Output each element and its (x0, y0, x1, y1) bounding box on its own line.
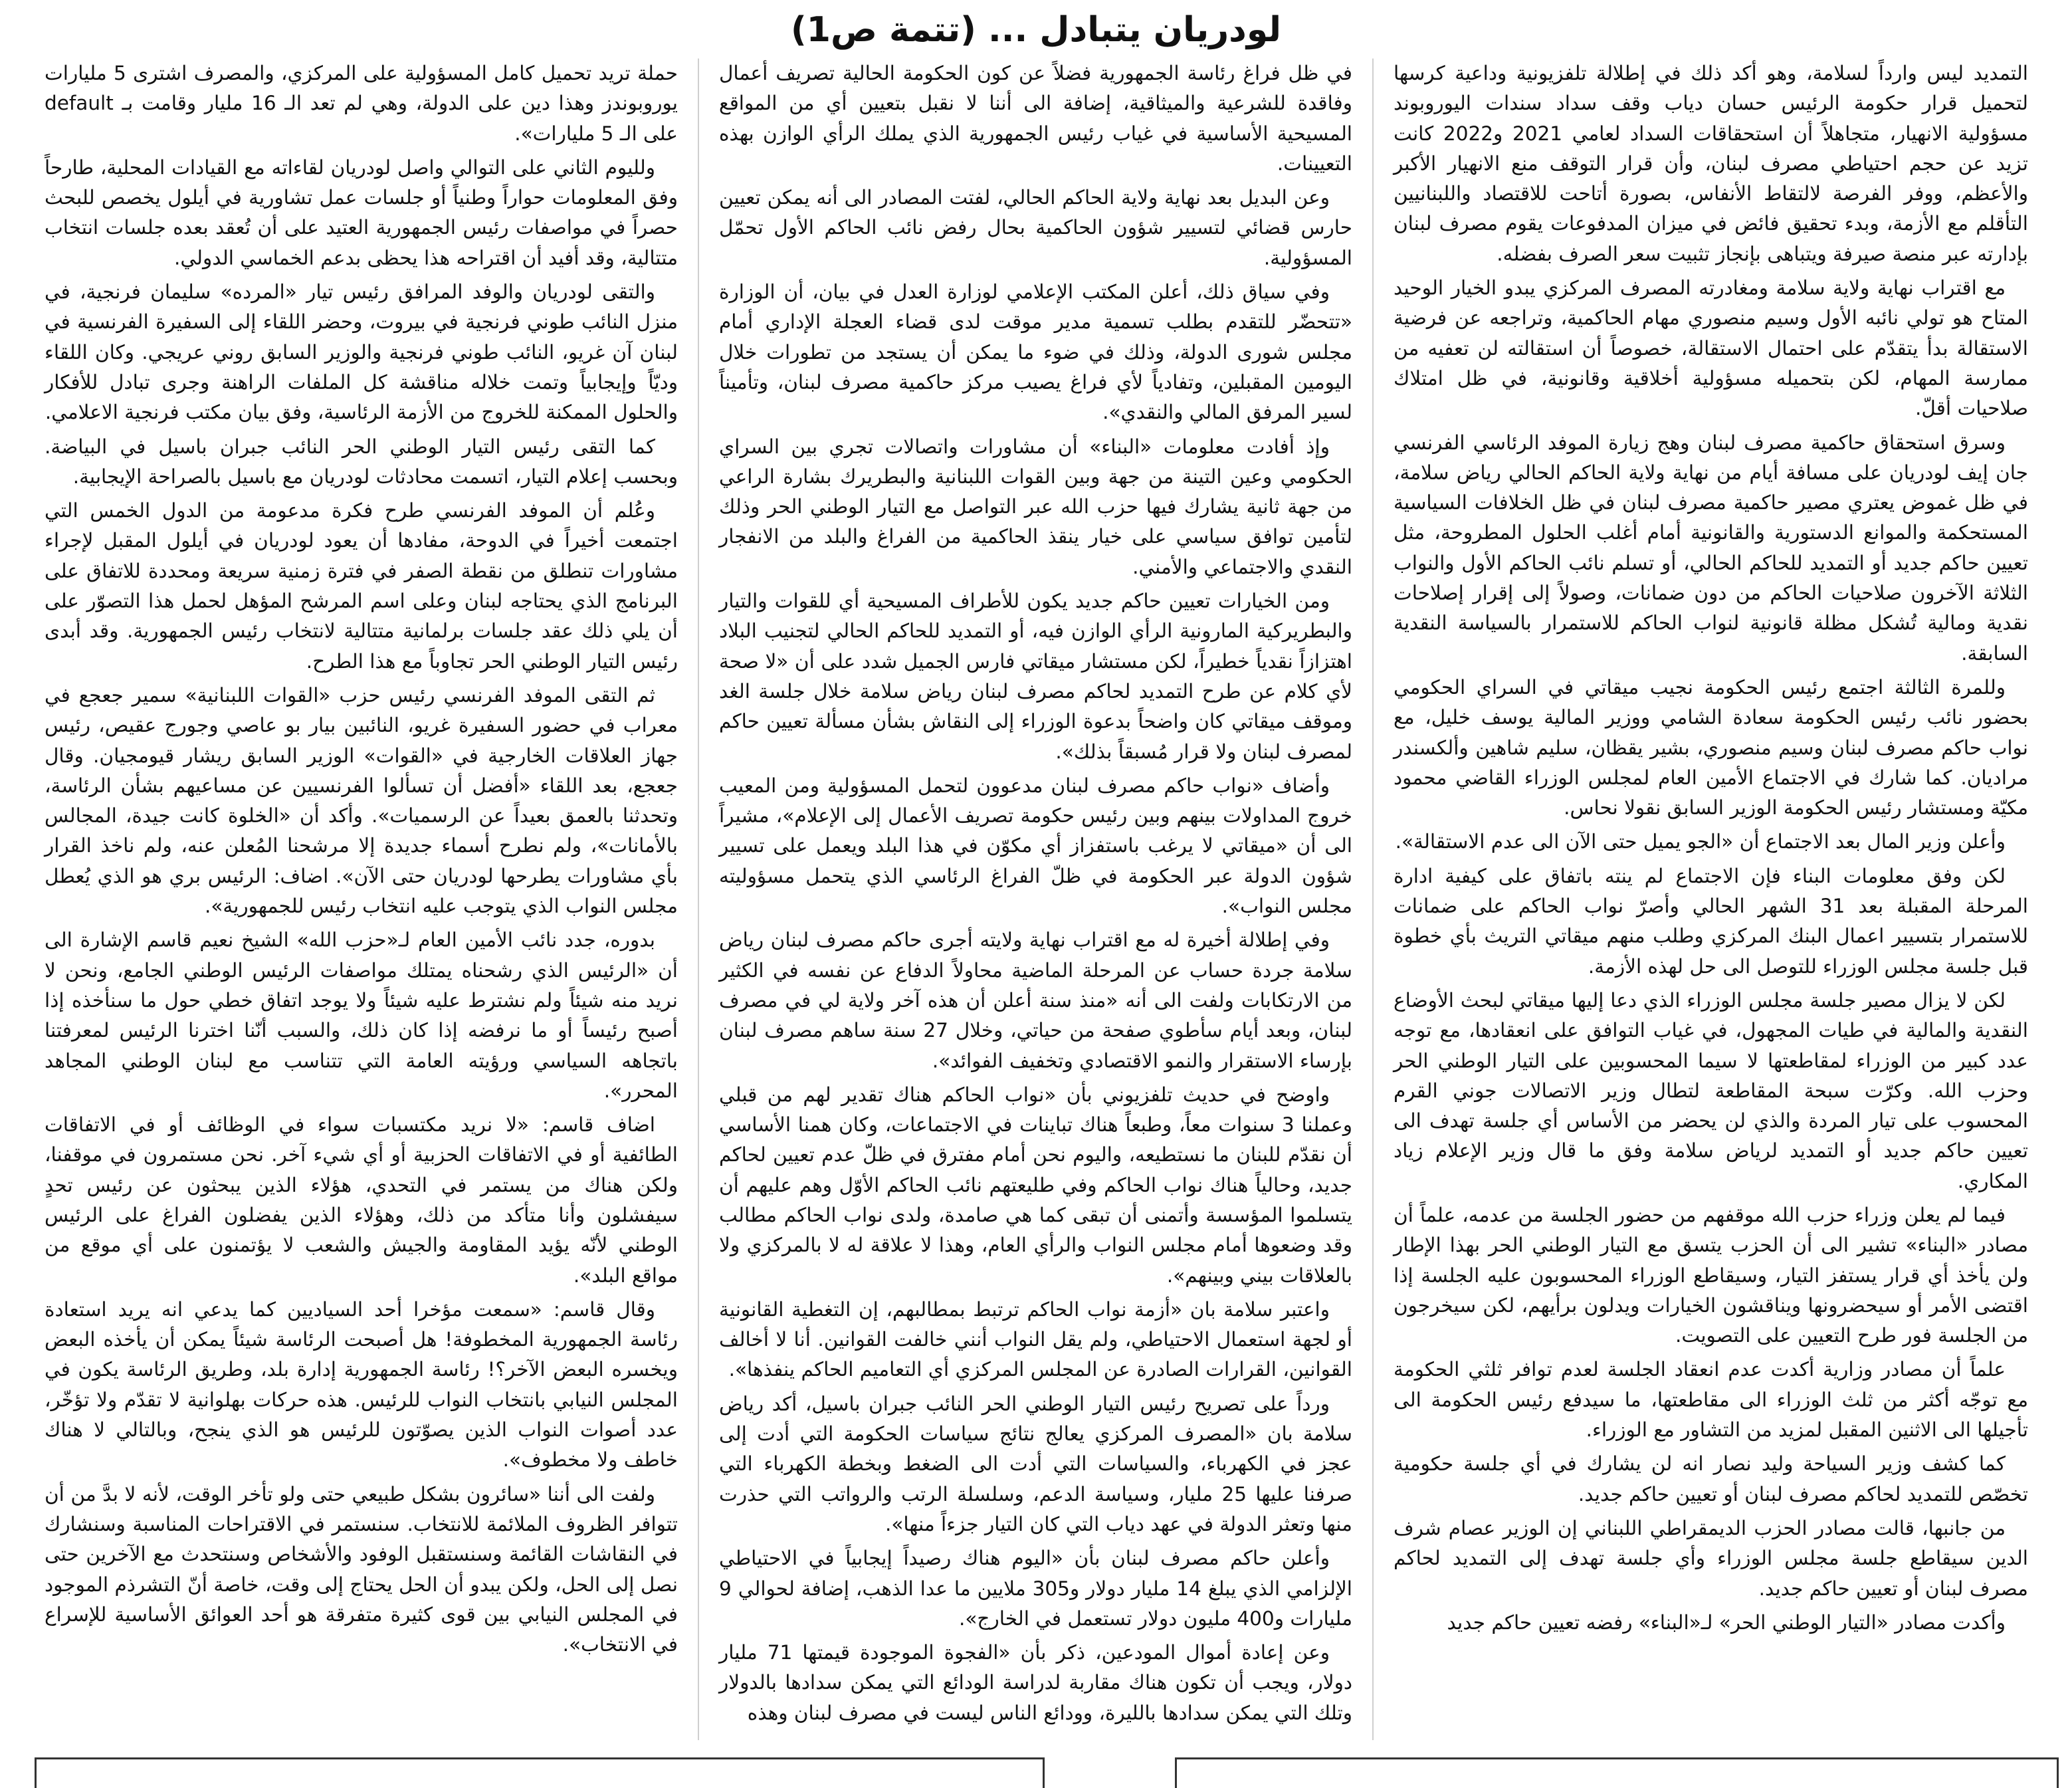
paragraph: واوضح في حديث تلفزيوني بأن «نواب الحاكم هناك تقدير لهم من قبلي وعملنا 3 سنوات معاً، وطبعاً هناك تباينات في الاجتماعات، وكان همنا الأساسي أن نقدّم للبنان ما نستطيعه، واليوم نحن أمام مفترق في ظلّ عدم تعيين لحاكم جديد، وحالياً هناك نواب الحاكم وفي طليعتهم نائب الحاكم الأوّل وهم عليهم أن يتسلموا المؤسسة وأتمنى أن تبقى كما هي صامدة، ولدى نواب الحاكم مطالب وقد وضعوها أمام مجلس النواب والرأي العام، وهذا لا علاقة له لا بالمركزي ولا بالعلاقات بيني وبينهم». (719, 1083, 1352, 1287)
paragraph: ثم التقى الموفد الفرنسي رئيس حزب «القوات اللبنانية» سمير جعجع في معراب في حضور السفيرة غريو، النائبين بيار بو عاصي وجورج عقيص، رئيس جهاز العلاقات الخارجية في «القوات» الوزير السابق ريشار قيومجيان. وقال جعجع، بعد اللقاء «أفضل أن تسألوا الفرنسيين عن مساعيهم بشأن الرئاسة، وتحدثنا بالعمق بعيداً عن الرسميات». وأكد أن «الخلوة كانت جيدة، المجالس بالأمانات»، ولم نطرح أسماء جديدة إلا مرشحنا المُعلن عنه، ولم ناخذ القرار بأي مشاورات يطرحها لودريان حتى الآن». اضاف: الرئيس بري هو الذي يُعطل مجلس النواب الذي يتوجب عليه انتخاب رئيس للجمهورية». (45, 683, 678, 918)
paragraph: كما التقى رئيس التيار الوطني الحر النائب جبران باسيل في البياضة. وبحسب إعلام التيار، اتسمت محادثات لودريان مع باسيل بالصراحة الإيجابية. (45, 435, 678, 488)
paragraph: وأضاف «نواب حاكم مصرف لبنان مدعوون لتحمل المسؤولية ومن المعيب خروج المداولات بينهم وبين رئيس حكومة تصريف الأعمال إلى الإعلام»، مشيراً الى أن «ميقاتي لا يرغب باستفزاز أي مكوّن في هذا البلد ويعمل على تسيير شؤون الدولة عبر الحكومة في ظلّ الفراغ الرئاسي الذي يتحمل مسؤوليته مجلس النواب». (719, 774, 1352, 918)
paragraph: التمديد ليس وارداً لسلامة، وهو أكد ذلك في إطلالة تلفزيونية وداعية كرسها لتحميل قرار حكومة الرئيس حسان دياب وقف سداد سندات اليوروبوند مسؤولية الانهيار، متجاهلاً أن استحقاقات السداد لعامي 2021 و2022 كانت تزيد عن حجم احتياطي مصرف لبنان، وأن قرار التوقف منع الانهيار الأكبر والأعظم، ووفر الفرصة لالتقاط الأنفاس، بصورة أتاحت للاقتصاد واللبنانيين التأقلم مع الأزمة، وبدء تحقيق فائض في ميزان المدفوعات يقوم مصرف لبنان بإدارته عبر منصة صيرفة ويتباهى بإنجاز تثبيت سعر الصرف بفضله. (1394, 62, 2029, 265)
paragraph: وفي سياق ذلك، أعلن المكتب الإعلامي لوزارة العدل في بيان، أن الوزارة «تتحضّر للتقدم بطلب تسمية مدير موقت لدى قضاء العجلة الإداري أمام مجلس شورى الدولة، وذلك في ضوء ما يمكن أن يستجد من تطورات خلال اليومين المقبلين، وتفادياً لأي فراغ يصيب مركز حاكمية مصرف لبنان، وتأميناً لسير المرفق المالي والنقدي». (719, 280, 1352, 424)
paragraph: اضاف قاسم: «لا نريد مكتسبات سواء في الوظائف أو في الاتفاقات الطائفية أو في الاتفاقات الحزبية أو أي شيء آخر. نحن مستمرون في موقفنا، ولكن هناك من يستمر في التحدي، هؤلاء الذين يبحثون عن رئيس تحدٍ سيفشلون وأنا متأكد من ذلك، وهؤلاء الذين يفضلون الفراغ على الرئيس الوطني لأنّه يؤيد المقاومة والجيش والشعب لا يؤتمنون على أي موقع من مواقع البلد». (45, 1113, 678, 1287)
paragraph: وللمرة الثالثة اجتمع رئيس الحكومة نجيب ميقاتي في السراي الحكومي بحضور نائب رئيس الحكومة سعادة الشامي ووزير المالية يوسف خليل، مع نواب حاكم مصرف لبنان وسيم منصوري، بشير يقظان، سليم شاهين وألكسندر مراديان. كما شارك في الاجتماع الأمين العام لمجلس الوزراء القاضي محمود مكيّة ومستشار رئيس الحكومة الوزير السابق نقولا نحاس. (1394, 675, 2028, 820)
column-middle (699, 58, 1374, 1740)
paragraph: علماً أن مصادر وزارية أكدت عدم انعقاد الجلسة لعدم توافر ثلثي الحكومة مع توجّه أكثر من ثلث الوزراء الى مقاطعتها، ما سيدفع رئيس الحكومة الى تأجيلها الى الاثنين المقبل لمزيد من التشاور مع الوزراء. (1394, 1358, 2028, 1442)
bottom-box-left (35, 1757, 1045, 1788)
paragraph: وأكدت مصادر «التيار الوطني الحر» لـ«البناء» رفضه تعيين حاكم جديد (1447, 1611, 2006, 1634)
paragraph: وإذ أفادت معلومات «البناء» أن مشاورات واتصالات تجري بين السراي الحكومي وعين التينة من جهة وبين القوات اللبنانية والبطريرك بشارة الراعي من جهة ثانية يشارك فيها حزب الله عبر التواصل مع التيار الوطني الحر وذلك لتأمين توافق سياسي على خيار ينقذ الحاكمية من الفراغ والبلد من الانفجار النقدي والاجتماعي والأمني. (719, 435, 1352, 578)
paragraph: فيما لم يعلن وزراء حزب الله موقفهم من حضور الجلسة من عدمه، علماً أن مصادر «البناء» تشير الى أن الحزب يتسق مع التيار الوطني الحر بهذا الإطار ولن يأخذ أي قرار يستفز التيار، وسيقاطع الوزراء المحسوبون عليه الجلسة إذا اقتضى الأمر أو سيحضرونها ويناقشون الخيارات ويدلون برأيهم، لكن سيخرجون من الجلسة فور طرح التعيين على التصويت. (1394, 1203, 2028, 1347)
paragraph: من جانبها، قالت مصادر الحزب الديمقراطي اللبناني إن الوزير عصام شرف الدين سيقاطع جلسة مجلس الوزراء وأي جلسة تهدف إلى التمديد لحاكم مصرف لبنان أو تعيين حاكم جديد. (1394, 1516, 2028, 1600)
paragraph: والتقى لودريان والوفد المرافق رئيس تيار «المرده» سليمان فرنجية، في منزل النائب طوني فرنجية في بيروت، وحضر اللقاء إلى السفيرة الفرنسية في لبنان آن غريو، النائب طوني فرنجية والوزير السابق روني عريجي. وكان اللقاء وديّاً وإيجابياً وتمت خلاله مناقشة كل الملفات الراهنة وجرى تبادل للأفكار والحلول الممكنة للخروج من الأزمة الرئاسية، وفق بيان مكتب فرنجية الاعلامي. (45, 280, 678, 424)
paragraph: كما كشف وزير السياحة وليد نصار انه لن يشارك في أي جلسة حكومية تخصّص للتمديد لحاكم مصرف لبنان أو تعيين حاكم جديد. (1394, 1452, 2028, 1506)
paragraph: وعن إعادة أموال المودعين، ذكر بأن «الفجوة الموجودة قيمتها 71 مليار دولار، ويجب أن تكون هناك مقاربة لدراسة الودائع التي يمكن سدادها بالدولار وتلك التي يمكن سدادها بالليرة، وودائع الناس ليست في مصرف لبنان وهذه (719, 1641, 1352, 1724)
paragraph: مع اقتراب نهاية ولاية سلامة ومغادرته المصرف المركزي يبدو الخيار الوحيد المتاح هو تولي نائبه الأول وسيم منصوري مهام الحاكمية، وتراجعه عن فرضية الاستقالة بدأ يتقدّم على احتمال الاستقالة، خصوصاً أن استقالته لن تعفيه من ممارسة المهام، لكن بتحميله مسؤولية أخلاقية وقانونية، في ظل امتلاك صلاحيات أقلّ. (1394, 277, 2028, 420)
column-left (25, 58, 699, 1740)
headline: لودريان يتبادل ... (تتمة ص1) (791, 10, 1281, 50)
paragraph: ورداً على تصريح رئيس التيار الوطني الحر النائب جبران باسيل، أكد رياض سلامة بان «المصرف المركزي يعالج نتائج سياسات الحكومة التي أدت إلى عجز في الكهرباء، والسياسات التي أدت الى الضغط وبخطة الكهرباء التي صرفنا عليها 25 مليار، وسياسة الدعم، وسلسلة الرتب والرواتب التي حذرت منها وتعثر الدولة في عهد دياب التي كان التيار جزءاً منها». (719, 1392, 1353, 1535)
paragraph: بدوره، جدد نائب الأمين العام لـ«حزب الله» الشيخ نعيم قاسم الإشارة الى أن «الرئيس الذي رشحناه يمتلك مواصفات الرئيس الوطني الجامع، ونحن لا نريد منه شيئاً ولم نشترط عليه شيئاً ولا يوجد اتفاق خطي حول ما سنأخذه إذا أصبح رئيساً أو ما نرفضه إذا كان ذلك، والسبب أنّنا اخترنا الرئيس لمعرفتنا باتجاهه السياسي ورؤيته العامة التي تتناسب مع لبنان الوطني المجاهد المحرر». (45, 929, 678, 1102)
paragraph: ولفت الى أننا «سائرون بشكل طبيعي حتى ولو تأخر الوقت، لأنه لا بدَّ من أن تتوافر الظروف الملائمة للانتخاب. سنستمر في الاقتراحات المناسبة وسنشارك في النقاشات القائمة وسنستقبل الوفود والأشخاص وسنتحدث مع الآخرين حتى نصل إلى الحل، ولكن يبدو أن الحل يحتاج إلى وقت، خاصة أنّ التشرذم الموجود في المجلس النيابي بين قوى كثيرة متفرقة هو أحد العوائق الأساسية للإسراع في الانتخاب». (45, 1482, 678, 1656)
article-columns (24, 58, 2048, 1740)
paragraph: في ظل فراغ رئاسة الجمهورية فضلاً عن كون الحكومة الحالية تصريف أعمال وفاقدة للشرعية والميثاقية، إضافة الى أننا لا نقبل بتعيين أي من المواقع المسيحية الأساسية في غياب رئيس الجمهورية الذي يملك الرأي الوازن بهذه التعيينات. (719, 62, 1352, 175)
paragraph: وعن البديل بعد نهاية ولاية الحاكم الحالي، لفتت المصادر الى أنه يمكن تعيين حارس قضائي لتسيير شؤون الحاكمية بحال رفض نائب الحاكم الأول تحمّل المسؤولية. (719, 186, 1352, 269)
paragraph: وأعلن حاكم مصرف لبنان بأن «اليوم هناك رصيداً إيجابياً في الاحتياطي الإلزامي الذي يبلغ 14 مليار دولار و305 ملايين ما عدا الذهب، إضافة لحوالي 9 مليارات و400 مليون دولار تستعمل في الخارج». (719, 1547, 1353, 1630)
paragraph: وفي إطلالة أخيرة له مع اقتراب نهاية ولايته أجرى حاكم مصرف لبنان رياض سلامة جردة حساب عن المرحلة الماضية محاولاً الدفاع عن نفسه في الكثير من الارتكابات ولفت الى أنه «منذ سنة أعلن أن هذه آخر ولاية لي في مصرف لبنان، وبعد أيام سأطوي صفحة من حياتي، وخلال 27 سنة ساهم مصرف لبنان بإرساء الاستقرار والنمو الاقتصادي وتخفيف الفوائد». (719, 929, 1352, 1072)
paragraph: لكن وفق معلومات البناء فإن الاجتماع لم ينته باتفاق على كيفية ادارة المرحلة المقبلة بعد 31 الشهر الحالي وأصرّ نواب الحاكم على ضمانات للاستمرار بتسيير اعمال البنك المركزي وطلب منهم ميقاتي التريث بأي خطوة قبل جلسة مجلس الوزراء للتوصل الى حل لهذه الأزمة. (1394, 864, 2029, 978)
paragraph: ولليوم الثاني على التوالي واصل لودريان لقاءاته مع القيادات المحلية، طارحاً وفق المعلومات حواراً وطنياً أو جلسات عمل تشاورية في أيلول يخصص للبحث حصراً في مواصفات رئيس الجمهورية العتيد على أن تُعقد بعده جلسات انتخاب متتالية، وقد أفيد أن اقتراحه هذا يحظى بدعم الخماسي الدولي. (45, 156, 678, 269)
paragraph: ومن الخيارات تعيين حاكم جديد يكون للأطراف المسيحية أي للقوات والتيار والبطريركية المارونية الرأي الوازن فيه، أو التمديد للحاكم الحالي لتجنيب البلاد اهتزازاً نقدياً خطيراً، لكن مستشار ميقاتي فارس الجميل شدد على أن «لا صحة لأي كلام عن طرح التمديد لحاكم مصرف لبنان رياض سلامة خلال جلسة الغد وموقف ميقاتي كان واضحاً بدعوة الوزراء إلى النقاش بشأن مسألة تعيين حاكم لمصرف لبنان ولا قرار مُسبقاً بذلك». (719, 590, 1352, 763)
paragraph: وقال قاسم: «سمعت مؤخرا أحد السياديين كما يدعي انه يريد استعادة رئاسة الجمهورية المخطوفة! هل أصبحت الرئاسة شيئاً يمكن أن يأخذه البعض ويخسره البعض الآخر؟! رئاسة الجمهورية إدارة بلد، وطريق الرئاسة يكون في المجلس النيابي بانتخاب النواب للرئيس. هذه حركات بهلوانية لا تقدّم ولا تؤخّر، عدد أصوات النواب الذين يصوّتون للرئيس هو الذي ينجح، وبالتالي لا هناك خاطف ولا مخطوف». (45, 1297, 678, 1472)
paragraph: واعتبر سلامة بان «أزمة نواب الحاكم ترتبط بمطالبهم، إن التغطية القانونية أو لجهة استعمال الاحتياطي، ولم يقل النواب أنني خالفت القوانين. أنا لا أخالف القوانين، القرارات الصادرة عن المجلس المركزي أي التعاميم الحاكم ينفذها». (719, 1297, 1352, 1381)
paragraph: وسرق استحقاق حاكمية مصرف لبنان وهج زيارة الموفد الرئاسي الفرنسي جان إيف لودريان على مسافة أيام من نهاية ولاية الحاكم الحالي رياض سلامة، في ظل غموض يعتري مصير حاكمية مصرف لبنان في ظل الخلافات السياسية المستحكمة والموانع الدستورية والقانونية أمام أغلب الحلول المطروحة، مثل تعيين حاكم جديد أو التمديد للحاكم الحالي، أو تسلم نائب الحاكم الأول والنواب الثلاثة الآخرون صلاحيات الحاكم من دون ضمانات، وصولاً إلى إقرار إصلاحات نقدية ومالية تُشكل مظلة قانونية لنواب الحاكم للاستمرار بالسياسة النقدية السابقة. (1394, 431, 2028, 665)
paragraph: وأعلن وزير المال بعد الاجتماع أن «الجو يميل حتى الآن الى عدم الاستقالة». (1395, 830, 2006, 853)
paragraph: حملة تريد تحميل كامل المسؤولية على المركزي، والمصرف اشترى 5 مليارات يوروبوندز وهذا دين على الدولة، وهي لم تعد الـ 16 مليار وقامت بـ default على الـ 5 مليارات». (45, 62, 678, 145)
bottom-box-right (1175, 1757, 2059, 1788)
column-right (1374, 58, 2048, 1740)
paragraph: وعُلم أن الموفد الفرنسي طرح فكرة مدعومة من الدول الخمس التي اجتمعت أخيراً في الدوحة، مفادها أن يعود لودريان في أيلول المقبل لإجراء مشاورات تنطلق من نقطة الصفر في فترة زمنية سريعة ومحددة للاتفاق على البرنامج الذي يحتاجه لبنان وعلى اسم المرشح المؤهل لحمل هذا التصوّر على أن يلي ذلك عقد جلسات برلمانية متتالية لانتخاب رئيس الجمهورية. وقد أبدى رئيس التيار الوطني الحر تجاوباً مع هذا الطرح. (45, 499, 678, 673)
paragraph: لكن لا يزال مصير جلسة مجلس الوزراء الذي دعا إليها ميقاتي لبحث الأوضاع النقدية والمالية في طيات المجهول، في غياب التوافق على انعقادها، مع توجه عدد كبير من الوزراء لمقاطعتها لا سيما المحسوبين على التيار الوطني الحر وحزب الله. وكرّت سبحة المقاطعة لتطال وزير الاتصالات جوني القرم المحسوب على تيار المردة والذي لن يحضر من الأساس أي جلسة تهدف الى تعيين حاكم جديد أو التمديد لرياض سلامة وفق ما قال وزير الإعلام زياد المكاري. (1394, 988, 2028, 1192)
